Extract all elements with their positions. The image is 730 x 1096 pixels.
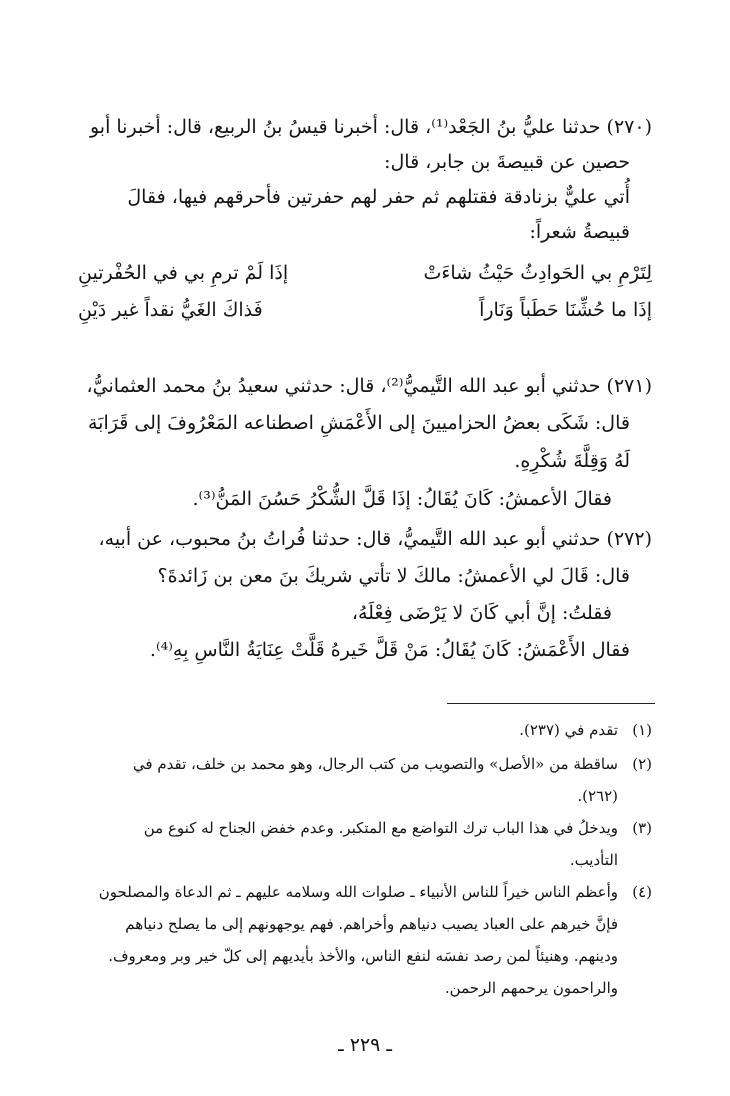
entry-271-line-1: (٢٧١) حدثني أبو عبد الله التَّيميُّ⁽²⁾، قال: حدثني سعيدُ بنُ محمد العثمانيُّ،: [86, 375, 652, 397]
entry-271-line-4: فقالَ الأعمشُ: كَانَ يُقَالُ: إذَا قَلَّ الشُّكْرُ حَسُنَ المَنُّ⁽³⁾.: [192, 488, 612, 510]
entry-272-line-1: (٢٧٢) حدثني أبو عبد الله التَّيميُّ، قال: حدثنا فُراتُ بنُ محبوب، عن أبيه،: [98, 528, 652, 550]
entry-272-line-4: فقال الأَعْمَشُ: كَانَ يُقَالُ: مَنْ قَلَّ خَيرهُ قَلَّتْ عِنَايَةُ النَّاسِ بِهِ⁽⁴⁾.: [149, 639, 630, 661]
verse-2-first-hemistich: إذَا ما حُشِّنَا حَطَباً وَنَاراً: [479, 299, 652, 321]
footnote-4-text-line-1: وأعظم الناس خيراً للناس الأنبياء ـ صلوات الله وسلامه عليهم ـ ثم الدعاة والمصلحون: [98, 883, 618, 901]
entry-270-line-4: قبيصةُ شعراً:: [529, 221, 630, 243]
footnote-2-text-line-1: ساقطة من «الأصل» والتصويب من كتب الرجال، وهو محمد بن خلف، تقدم في: [132, 755, 618, 773]
footnote-3-text-line-2: التأديب.: [569, 851, 618, 869]
page-number: ـ ٢٢٩ ـ: [338, 1034, 392, 1056]
entry-271-line-3: لَهُ وَقِلَّةَ شُكْرِهِ.: [514, 450, 630, 472]
entry-270-line-3: أُتي عليٌّ بزنادقة فقتلهم ثم حفر لهم حفرتين فأحرقهم فيها، فقالَ: [127, 186, 630, 208]
footnote-separator: [447, 703, 655, 704]
entry-272-line-3: فقلتُ: إنَّ أبي كَانَ لا يَرْضَى فِعْلَهُ،: [351, 602, 612, 624]
footnote-4-text-line-3: ودينهم. وهنيئاً لمن رصد نفسَه لنفع الناس، والأخذ بأيديهم إلى كلّ خير وبر ومعروف.: [108, 947, 618, 965]
footnote-1-text: تقدم في (٢٣٧).: [519, 721, 618, 739]
footnote-1-number: (١): [632, 721, 652, 739]
entry-270-line-1: (٢٧٠) حدثنا عليُّ بنُ الجَعْد⁽¹⁾، قال: أخبرنا قيسُ بنُ الربيع، قال: أخبرنا أبو: [89, 116, 652, 138]
footnote-4-number: (٤): [632, 883, 652, 901]
footnote-4-text-line-2: فإنَّ خيرهم على العباد يصيب دنياهم وأخراهم. فهم يوجهونهم إلى ما يصلح دنياهم: [125, 915, 618, 933]
footnote-2-text-line-2: (٢٦٢).: [577, 787, 618, 805]
verse-1-second-hemistich: إذَا لَمْ ترمِ بي في الحُفْرتينِ: [78, 262, 289, 284]
entry-271-line-2: قال: شَكَى بعضُ الحزاميينَ إلى الأَعْمَشِ اصطناعه المَعْرُوفَ إلى قَرَابَة: [87, 412, 630, 434]
footnote-3-text-line-1: ويدخلُ في هذا الباب ترك التواضع مع المتكبر. وعدم خفض الجناح له كنوع من: [143, 819, 618, 837]
verse-1-first-hemistich: لِتَرْمِ بي الحَوادِثُ حَيْثُ شاءَتْ: [423, 262, 652, 284]
footnote-3-number: (٣): [632, 819, 652, 837]
verse-2-second-hemistich: فَذاكَ الغَيُّ نقداً غير دَيْنِ: [78, 299, 263, 321]
entry-272-line-2: قال: قَالَ لي الأعمشُ: مالكَ لا تأتي شريكَ بنَ معن بن زَائدةَ؟: [157, 565, 630, 587]
footnote-4-text-line-4: والراحمون يرحمهم الرحمن.: [444, 979, 618, 997]
footnote-2-number: (٢): [632, 755, 652, 773]
entry-270-line-2: حصين عن قبيصةَ بن جابر، قال:: [384, 151, 630, 173]
